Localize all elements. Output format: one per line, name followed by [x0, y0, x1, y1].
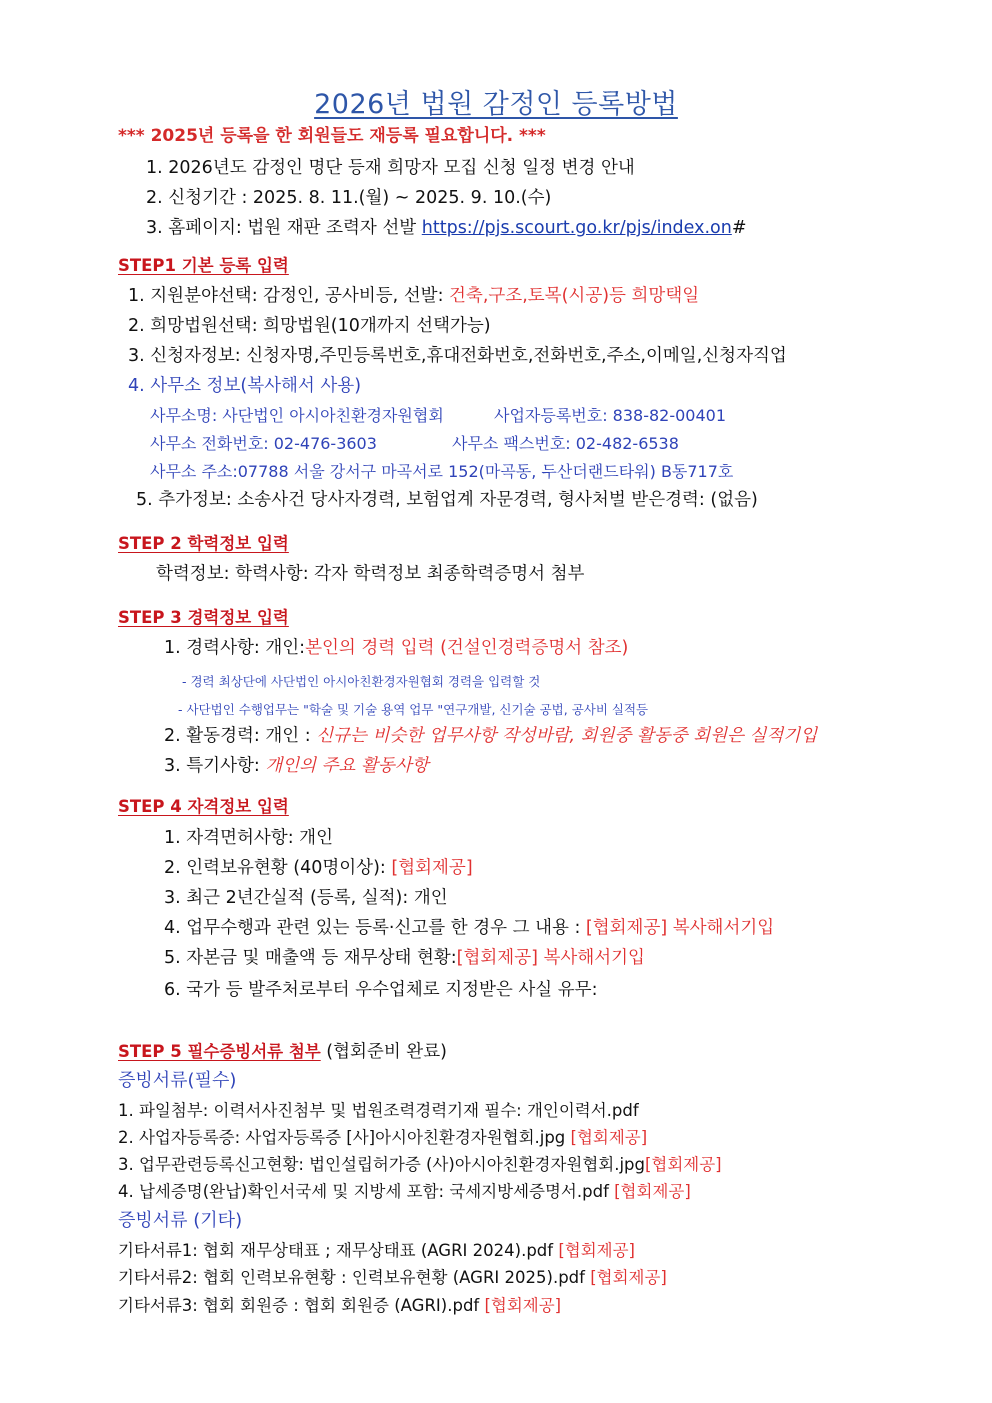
- step4-item-4: [164, 916, 774, 940]
- step4-item-5: [164, 946, 645, 970]
- association-provided-tag: [협회제공]: [484, 1296, 562, 1315]
- item-text: 경력사항: 개인:: [186, 638, 306, 658]
- item-number: 5.: [136, 490, 153, 510]
- intro-item-number: 1.: [146, 158, 163, 178]
- step3-item-3: [164, 754, 429, 778]
- intro-item-number: 3.: [146, 218, 163, 238]
- required-doc-2: [118, 1126, 647, 1150]
- step5-heading-line: [118, 1040, 447, 1064]
- step3-item-2: [164, 724, 817, 748]
- doc-text: 기타서류2: 협회 인력보유현황 : 인력보유현황 (AGRI 2025).pdf: [118, 1268, 591, 1287]
- item-text: 국가 등 발주처로부터 우수업체로 지정받은 사실 유무:: [186, 980, 598, 1000]
- homepage-link[interactable]: https://pjs.scourt.go.kr/pjs/index.on: [421, 218, 732, 238]
- association-provided-tag: [협회제공]: [614, 1182, 691, 1201]
- step4-item-1: [164, 826, 333, 850]
- other-doc-3: [118, 1294, 561, 1318]
- intro-item-text: 홈페이지: 법원 재판 조력자 선발: [168, 218, 422, 238]
- doc-text: 1. 파일첨부: 이력서사진첨부 및 법원조력경력기재 필수: 개인이력서.pdf: [118, 1101, 639, 1120]
- office-business-number: 사업자등록번호: 838-82-00401: [494, 406, 727, 425]
- item-text: 사무소 정보(복사해서 사용): [150, 376, 362, 396]
- career-input-note: 본인의 경력 입력 (건설인경력증명서 참조): [305, 638, 629, 658]
- item-number: 2.: [164, 858, 181, 878]
- doc-text: 기타서류3: 협회 회원증 : 협회 회원증 (AGRI).pdf: [118, 1296, 485, 1315]
- association-provided-tag: [협회제공]: [391, 858, 473, 878]
- link-suffix: #: [731, 218, 747, 238]
- item-text: 업무수행과 관련 있는 등록·신고를 한 경우 그 내용 :: [186, 918, 586, 938]
- item-number: 4.: [128, 376, 145, 396]
- item-text: 희망법원선택: 희망법원(10개까지 선택가능): [150, 316, 491, 336]
- field-choice-note: 건축,구조,토목(시공)등 희망택일: [449, 286, 700, 306]
- office-name: 사무소명: 사단법인 아시아친환경자원협회: [150, 406, 444, 425]
- doc-text: 3. 업무관련등록신고현황: 법인설립허가증 (사)아시아친환경자원협회.jpg: [118, 1155, 645, 1174]
- required-docs-title: 증빙서류(필수): [118, 1070, 237, 1091]
- step1-item-2: [128, 314, 491, 338]
- intro-item-2: [146, 186, 551, 210]
- other-doc-1: [118, 1239, 635, 1263]
- step5-heading-note: (협회준비 완료): [320, 1042, 447, 1062]
- doc-text: 2. 사업자등록증: 사업자등록증 [사]아시아친환경자원협회.jpg: [118, 1128, 571, 1147]
- step1-item-1: [128, 284, 699, 308]
- association-provided-tag: [협회제공]: [558, 1241, 635, 1260]
- step1-heading: STEP1 기본 등록 입력: [118, 256, 289, 275]
- special-note: 개인의 주요 활동사항: [265, 756, 429, 776]
- item-text: 활동경력: 개인 :: [186, 726, 317, 746]
- step5-heading: STEP 5 필수증빙서류 첨부: [118, 1042, 321, 1061]
- association-provided-tag: [협회제공] 복사해서기입: [456, 948, 645, 968]
- doc-text: 4. 납세증명(완납)확인서국세 및 지방세 포함: 국세지방세증명서.pdf: [118, 1182, 615, 1201]
- item-number: 2.: [128, 316, 145, 336]
- item-number: 1.: [128, 286, 145, 306]
- item-number: 4.: [164, 918, 181, 938]
- association-provided-tag: [협회제공] 복사해서기입: [585, 918, 775, 938]
- activity-note: 신규는 비슷한 업무사항 작성바람, 회원중 활동중 회원은 실적기입: [316, 726, 818, 746]
- office-address: 사무소 주소:07788 서울 강서구 마곡서로 152(마곡동, 두산더랜드타워) B동717호: [150, 462, 734, 481]
- association-provided-tag: [협회제공]: [570, 1128, 648, 1147]
- association-provided-tag: [협회제공]: [590, 1268, 667, 1287]
- intro-item-1: [146, 156, 635, 180]
- item-text: 신청자정보: 신청자명,주민등록번호,휴대전화번호,전화번호,주소,이메일,신청자직업: [150, 346, 787, 366]
- office-fax: 사무소 팩스번호: 02-482-6538: [452, 434, 679, 453]
- item-text: 최근 2년간실적 (등록, 실적): 개인: [186, 888, 448, 908]
- step2-heading: STEP 2 학력정보 입력: [118, 534, 289, 553]
- step1-item-5: [136, 488, 758, 512]
- item-number: 3.: [164, 756, 181, 776]
- step4-heading: STEP 4 자격정보 입력: [118, 797, 289, 816]
- career-note-2: - 사단법인 수행업무는 "학술 및 기술 용역 업무 "연구개발, 신기술 공법, 공사비 실적등: [178, 702, 649, 717]
- item-text: 추가정보: 소송사건 당사자경력, 보험업계 자문경력, 형사처벌 받은경력: (없음): [158, 490, 758, 510]
- other-doc-2: [118, 1266, 667, 1290]
- required-doc-1: [118, 1099, 639, 1123]
- intro-item-text: 신청기간 : 2025. 8. 11.(월) ~ 2025. 9. 10.(수): [168, 188, 552, 208]
- intro-item-text: 2026년도 감정인 명단 등재 희망자 모집 신청 일정 변경 안내: [168, 158, 635, 178]
- step4-item-3: [164, 886, 448, 910]
- step4-item-2: [164, 856, 473, 880]
- item-number: 2.: [164, 726, 181, 746]
- career-note-1: - 경력 최상단에 사단법인 아시아친환경자원협회 경력을 입력할 것: [182, 674, 541, 689]
- required-doc-4: [118, 1180, 691, 1204]
- item-text: 자본금 및 매출액 등 재무상태 현황:: [186, 948, 457, 968]
- intro-item-3: [146, 216, 747, 240]
- item-number: 6.: [164, 980, 181, 1000]
- doc-text: 기타서류1: 협회 재무상태표 ; 재무상태표 (AGRI 2024).pdf: [118, 1241, 559, 1260]
- item-text: 특기사항:: [186, 756, 266, 776]
- item-number: 1.: [164, 638, 181, 658]
- page-title: 2026년 법원 감정인 등록방법: [314, 89, 678, 120]
- item-number: 3.: [164, 888, 181, 908]
- step1-item-3: [128, 344, 787, 368]
- other-docs-title: 증빙서류 (기타): [118, 1210, 243, 1231]
- step2-education-text: 학력정보: 학력사항: 각자 학력정보 최종학력증명서 첨부: [156, 564, 585, 584]
- item-text: 지원분야선택: 감정인, 공사비등, 선발:: [150, 286, 450, 306]
- association-provided-tag: [협회제공]: [644, 1155, 722, 1174]
- item-number: 3.: [128, 346, 145, 366]
- re-registration-notice: *** 2025년 등록을 한 회원들도 재등록 필요합니다. ***: [118, 126, 546, 146]
- step1-item-4: [128, 374, 361, 398]
- item-number: 1.: [164, 828, 181, 848]
- step3-heading: STEP 3 경력정보 입력: [118, 608, 289, 627]
- item-text: 자격면허사항: 개인: [186, 828, 333, 848]
- office-phone: 사무소 전화번호: 02-476-3603: [150, 434, 377, 453]
- item-text: 인력보유현황 (40명이상):: [186, 858, 392, 878]
- required-doc-3: [118, 1153, 722, 1177]
- item-number: 5.: [164, 948, 181, 968]
- step4-item-6: [164, 978, 597, 1002]
- step3-item-1: [164, 636, 628, 660]
- intro-item-number: 2.: [146, 188, 163, 208]
